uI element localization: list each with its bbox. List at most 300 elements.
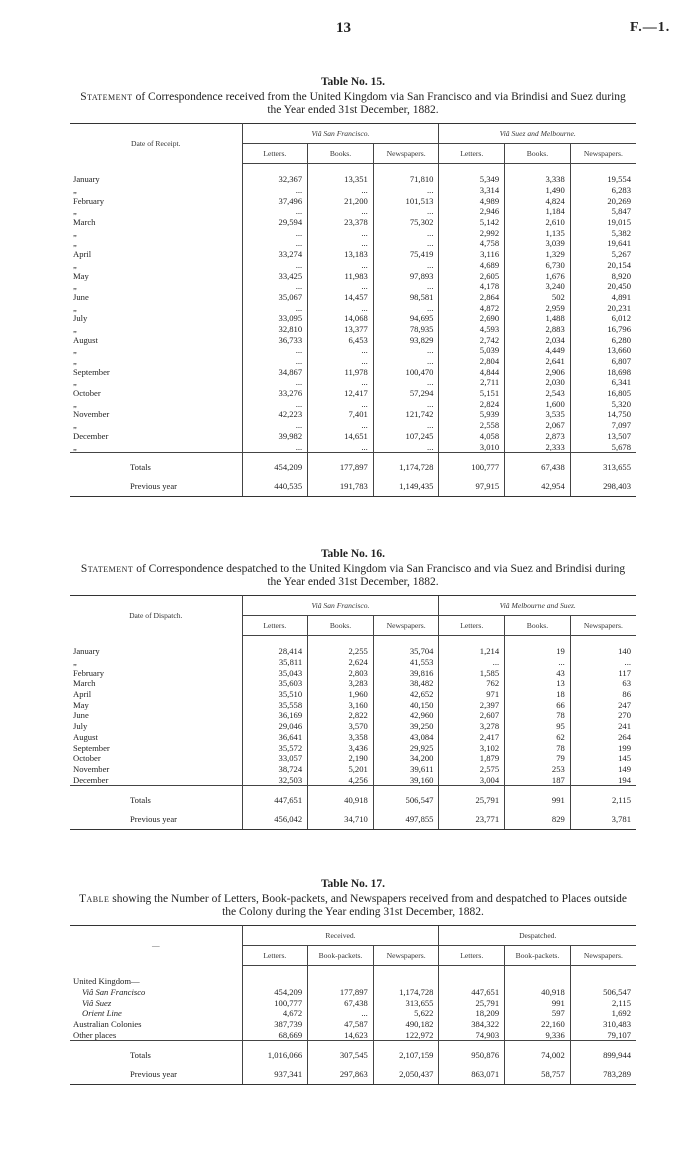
table-cell: 4,058 xyxy=(439,431,505,442)
table-cell: ... xyxy=(373,302,439,313)
table-cell: 2,397 xyxy=(439,699,505,710)
table-row xyxy=(70,742,636,753)
table-cell: 6,453 xyxy=(308,334,374,345)
table-cell: ... xyxy=(242,185,308,196)
group-header: Viâ Melbourne and Suez. xyxy=(439,596,636,616)
table-cell xyxy=(308,966,374,987)
table-cell: 1,135 xyxy=(505,227,571,238)
table-cell: 3,314 xyxy=(439,185,505,196)
table-cell: 3,535 xyxy=(505,409,571,420)
table-cell: 2,959 xyxy=(505,302,571,313)
table-cell: 62 xyxy=(505,732,571,743)
row-label xyxy=(70,678,242,689)
row-label xyxy=(70,195,242,206)
table-cell: ... xyxy=(308,302,374,313)
table-row xyxy=(70,260,636,271)
table-cell: 3,102 xyxy=(439,742,505,753)
row-label xyxy=(70,774,242,785)
table-cell: 2,417 xyxy=(439,732,505,743)
table-cell: ... xyxy=(308,227,374,238)
row-label xyxy=(70,206,242,217)
row-label-text: Previous year xyxy=(130,814,180,824)
table-cell: 991 xyxy=(505,785,571,809)
table-cell: 1,329 xyxy=(505,249,571,260)
row-label-text: September xyxy=(73,367,113,377)
table-cell: 506,547 xyxy=(373,785,439,809)
row-label-text: July xyxy=(73,721,90,731)
table-number: Table No. 17. xyxy=(320,878,386,890)
label-header: Date of Receipt. xyxy=(70,124,242,164)
table-cell: 33,276 xyxy=(242,388,308,399)
table-cell: ... xyxy=(570,657,636,668)
table-cell: 5,847 xyxy=(570,206,636,217)
table-row xyxy=(70,678,636,689)
table-row xyxy=(70,281,636,292)
table-cell: 97,915 xyxy=(439,476,505,497)
table-cell: 68,669 xyxy=(242,1029,308,1040)
table-cell: 241 xyxy=(570,721,636,732)
table-cell: 2,992 xyxy=(439,227,505,238)
table-cell: 107,245 xyxy=(373,431,439,442)
table-cell: 13,351 xyxy=(308,164,374,185)
table-cell xyxy=(242,966,308,987)
table-cell: 2,067 xyxy=(505,420,571,431)
table-cell: 39,982 xyxy=(242,431,308,442)
table-cell: 21,200 xyxy=(308,195,374,206)
table-cell: 6,280 xyxy=(570,334,636,345)
caption-lead: Table xyxy=(78,893,110,905)
table-cell: 991 xyxy=(505,997,571,1008)
table-cell: ... xyxy=(308,206,374,217)
table-cell: ... xyxy=(308,185,374,196)
row-label-text: „ xyxy=(73,420,80,430)
table-15-section xyxy=(70,76,636,497)
table-cell: 3,240 xyxy=(505,281,571,292)
row-label xyxy=(70,249,242,260)
table-row xyxy=(70,636,636,657)
table-cell: 2,742 xyxy=(439,334,505,345)
table-cell: ... xyxy=(308,1008,374,1019)
table-cell: 19 xyxy=(505,636,571,657)
row-label-text: June xyxy=(73,292,92,302)
table-body xyxy=(70,164,636,497)
table-cell: 440,535 xyxy=(242,476,308,497)
table-caption xyxy=(70,91,636,117)
table-cell: 34,710 xyxy=(308,809,374,830)
table-cell: 1,585 xyxy=(439,667,505,678)
table-cell: 2,711 xyxy=(439,377,505,388)
caption-lead: Statement xyxy=(80,563,134,575)
table-cell: 2,107,159 xyxy=(373,1041,439,1065)
row-label xyxy=(70,1064,242,1085)
table-cell: 3,283 xyxy=(308,678,374,689)
table-cell: 863,071 xyxy=(439,1064,505,1085)
table-cell: 40,150 xyxy=(373,699,439,710)
table-cell: 3,160 xyxy=(308,699,374,710)
table-cell: 2,824 xyxy=(439,398,505,409)
table-cell: 3,338 xyxy=(505,164,571,185)
table-cell: 5,201 xyxy=(308,764,374,775)
table-cell: 2,034 xyxy=(505,334,571,345)
table-cell: 1,600 xyxy=(505,398,571,409)
table-cell: 100,777 xyxy=(439,452,505,476)
row-label xyxy=(70,398,242,409)
table-cell: 307,545 xyxy=(308,1041,374,1065)
row-label-text: „ xyxy=(73,345,80,355)
table-cell: 2,690 xyxy=(439,313,505,324)
table-body xyxy=(70,636,636,830)
row-label-text: „ xyxy=(73,377,80,387)
table-cell: 4,758 xyxy=(439,238,505,249)
table-cell: 1,488 xyxy=(505,313,571,324)
row-label xyxy=(70,689,242,700)
row-label-text: „ xyxy=(73,281,80,291)
table-cell: 270 xyxy=(570,710,636,721)
table-cell: 247 xyxy=(570,699,636,710)
table-cell: 194 xyxy=(570,774,636,785)
table-cell: 18,698 xyxy=(570,366,636,377)
row-label xyxy=(70,431,242,442)
table-cell: 35,067 xyxy=(242,292,308,303)
row-label xyxy=(70,667,242,678)
table-cell: 5,267 xyxy=(570,249,636,260)
table-16-section xyxy=(70,548,636,830)
row-label xyxy=(70,732,242,743)
row-label xyxy=(70,657,242,668)
table-cell: 2,883 xyxy=(505,324,571,335)
table-cell: 597 xyxy=(505,1008,571,1019)
table-cell: 39,816 xyxy=(373,667,439,678)
table-cell: 122,972 xyxy=(373,1029,439,1040)
table-cell: 937,341 xyxy=(242,1064,308,1085)
table-cell: 187 xyxy=(505,774,571,785)
row-label xyxy=(70,388,242,399)
row-label-text: „ xyxy=(73,206,80,216)
row-label xyxy=(70,966,242,987)
row-label xyxy=(70,270,242,281)
table-cell: 43,084 xyxy=(373,732,439,743)
table-cell: ... xyxy=(308,356,374,367)
table-cell: 43 xyxy=(505,667,571,678)
table-cell: 5,622 xyxy=(373,1008,439,1019)
table-cell: 25,791 xyxy=(439,997,505,1008)
totals-row xyxy=(70,452,636,476)
table-cell: 4,824 xyxy=(505,195,571,206)
table-cell: 2,803 xyxy=(308,667,374,678)
table-cell: 35,043 xyxy=(242,667,308,678)
table-cell: 32,503 xyxy=(242,774,308,785)
table-cell: 1,184 xyxy=(505,206,571,217)
column-header: Newspapers. xyxy=(570,616,636,636)
table-cell: 39,160 xyxy=(373,774,439,785)
table-cell: ... xyxy=(308,398,374,409)
table-cell: 2,873 xyxy=(505,431,571,442)
table-cell: 14,068 xyxy=(308,313,374,324)
row-label-text: „ xyxy=(73,260,80,270)
table-caption xyxy=(70,563,636,589)
table-cell: ... xyxy=(242,260,308,271)
table-cell: 3,436 xyxy=(308,742,374,753)
table-cell: 93,829 xyxy=(373,334,439,345)
table-cell: 5,939 xyxy=(439,409,505,420)
table-cell: 502 xyxy=(505,292,571,303)
row-label xyxy=(70,409,242,420)
table-cell: 298,403 xyxy=(570,476,636,497)
table-cell: 42,960 xyxy=(373,710,439,721)
row-label-text: March xyxy=(73,217,98,227)
table-cell: 33,057 xyxy=(242,753,308,764)
table-cell: ... xyxy=(373,206,439,217)
table-cell: ... xyxy=(373,420,439,431)
row-label xyxy=(70,345,242,356)
table-cell: 11,983 xyxy=(308,270,374,281)
table-cell: 28,414 xyxy=(242,636,308,657)
table-cell: ... xyxy=(439,657,505,668)
table-body xyxy=(70,966,636,1085)
table-cell: 86 xyxy=(570,689,636,700)
table-row xyxy=(70,1008,636,1019)
table-cell: 5,039 xyxy=(439,345,505,356)
table-row xyxy=(70,238,636,249)
table-cell: ... xyxy=(242,377,308,388)
table-cell: 36,641 xyxy=(242,732,308,743)
column-header: Books. xyxy=(308,616,374,636)
table-cell: 506,547 xyxy=(570,987,636,998)
table-cell: 490,182 xyxy=(373,1019,439,1030)
table-cell: ... xyxy=(308,238,374,249)
table-cell: 149 xyxy=(570,764,636,775)
table-cell: 783,289 xyxy=(570,1064,636,1085)
table-cell: 23,771 xyxy=(439,809,505,830)
table-cell: 1,016,066 xyxy=(242,1041,308,1065)
table-row xyxy=(70,270,636,281)
table-cell: 2,558 xyxy=(439,420,505,431)
row-label xyxy=(70,987,242,998)
table-cell: 25,791 xyxy=(439,785,505,809)
table-row xyxy=(70,292,636,303)
column-header: Books. xyxy=(308,144,374,164)
table-cell: 1,879 xyxy=(439,753,505,764)
table-cell: 3,004 xyxy=(439,774,505,785)
table-cell: 5,151 xyxy=(439,388,505,399)
table-cell: 42,652 xyxy=(373,689,439,700)
table-row xyxy=(70,710,636,721)
table-row xyxy=(70,227,636,238)
table-row xyxy=(70,1029,636,1040)
row-label xyxy=(70,721,242,732)
table-cell: 20,269 xyxy=(570,195,636,206)
table-cell: 313,655 xyxy=(570,452,636,476)
row-label-text: „ xyxy=(73,185,80,195)
row-label-text: April xyxy=(73,249,94,259)
table-cell: 456,042 xyxy=(242,809,308,830)
table-cell xyxy=(570,966,636,987)
row-label-text: Totals xyxy=(130,1050,154,1060)
table-cell: 7,401 xyxy=(308,409,374,420)
row-label-text: January xyxy=(73,646,103,656)
table-row xyxy=(70,377,636,388)
page-number: 13 xyxy=(336,20,351,36)
row-label-text: United Kingdom— xyxy=(73,976,143,986)
table-cell: 310,483 xyxy=(570,1019,636,1030)
row-label xyxy=(70,164,242,185)
row-label-text: Other places xyxy=(73,1030,119,1040)
table-cell: 41,553 xyxy=(373,657,439,668)
table-row xyxy=(70,753,636,764)
column-header: Newspapers. xyxy=(570,144,636,164)
table-cell: ... xyxy=(373,185,439,196)
totals-row xyxy=(70,1041,636,1065)
table-cell: 23,378 xyxy=(308,217,374,228)
table-row xyxy=(70,217,636,228)
row-label-text: „ xyxy=(73,356,80,366)
table-cell: 3,781 xyxy=(570,809,636,830)
table-cell: 1,214 xyxy=(439,636,505,657)
row-label-text: „ xyxy=(73,238,80,248)
table-cell: 35,811 xyxy=(242,657,308,668)
table-cell: ... xyxy=(373,345,439,356)
row-label-text: August xyxy=(73,732,101,742)
group-header: Received. xyxy=(242,926,439,946)
column-header: Letters. xyxy=(439,946,505,966)
row-label-text: „ xyxy=(73,228,80,238)
totals-row xyxy=(70,785,636,809)
table-cell: ... xyxy=(373,356,439,367)
table-cell: 454,209 xyxy=(242,987,308,998)
table-cell: 5,349 xyxy=(439,164,505,185)
table-cell: 79,107 xyxy=(570,1029,636,1040)
table-cell: 18 xyxy=(505,689,571,700)
row-label-text: November xyxy=(73,764,112,774)
row-label-text: May xyxy=(73,700,92,710)
table-cell: 42,223 xyxy=(242,409,308,420)
row-label-text: June xyxy=(73,710,92,720)
table-cell: ... xyxy=(242,441,308,452)
table-cell: ... xyxy=(242,206,308,217)
table-cell: 19,554 xyxy=(570,164,636,185)
table-cell: 6,341 xyxy=(570,377,636,388)
table-cell: 121,742 xyxy=(373,409,439,420)
table-cell: 13,507 xyxy=(570,431,636,442)
row-label xyxy=(70,260,242,271)
table-cell: ... xyxy=(308,345,374,356)
table-cell: 1,490 xyxy=(505,185,571,196)
table-row xyxy=(70,398,636,409)
table-cell: 13,183 xyxy=(308,249,374,260)
row-label-text: October xyxy=(73,388,104,398)
table-cell: ... xyxy=(242,345,308,356)
table-cell: 199 xyxy=(570,742,636,753)
table-cell: 74,903 xyxy=(439,1029,505,1040)
column-header: Book-packets. xyxy=(308,946,374,966)
previous-year-row xyxy=(70,476,636,497)
table-cell: 447,651 xyxy=(439,987,505,998)
row-label-text: „ xyxy=(73,442,80,452)
table-cell: 7,097 xyxy=(570,420,636,431)
table-cell: 2,610 xyxy=(505,217,571,228)
column-header: Book-packets. xyxy=(505,946,571,966)
table-cell: 32,367 xyxy=(242,164,308,185)
table-cell: 97,893 xyxy=(373,270,439,281)
table-row xyxy=(70,334,636,345)
previous-year-row xyxy=(70,1064,636,1085)
table-cell: 6,807 xyxy=(570,356,636,367)
table-cell: 36,169 xyxy=(242,710,308,721)
caption-text: of Correspondence received from the United Kingdom via San Francisco and via Brindisi and Suez during the Year ended 31st December, 1882. xyxy=(132,91,626,116)
table-cell: 13 xyxy=(505,678,571,689)
row-label xyxy=(70,636,242,657)
table-cell: 829 xyxy=(505,809,571,830)
row-label-text: „ xyxy=(73,399,80,409)
table-cell: 4,844 xyxy=(439,366,505,377)
row-label xyxy=(70,292,242,303)
table-cell: ... xyxy=(308,441,374,452)
table-cell: 19,015 xyxy=(570,217,636,228)
table-cell: ... xyxy=(242,398,308,409)
table-cell: 971 xyxy=(439,689,505,700)
table-cell: 145 xyxy=(570,753,636,764)
row-label-text: Previous year xyxy=(130,1069,180,1079)
caption-lead: Statement xyxy=(80,91,133,103)
row-label xyxy=(70,710,242,721)
table-cell: 2,115 xyxy=(570,997,636,1008)
row-label xyxy=(70,185,242,196)
table-cell: 899,944 xyxy=(570,1041,636,1065)
table-cell: ... xyxy=(242,356,308,367)
table-cell: 762 xyxy=(439,678,505,689)
table-cell: ... xyxy=(308,260,374,271)
table-cell: 4,178 xyxy=(439,281,505,292)
table-cell: 36,733 xyxy=(242,334,308,345)
table-cell: 1,676 xyxy=(505,270,571,281)
page-header xyxy=(0,14,700,44)
row-label-text: Viâ San Francisco xyxy=(82,987,148,997)
row-label xyxy=(70,217,242,228)
table-cell: 2,906 xyxy=(505,366,571,377)
row-label xyxy=(70,753,242,764)
group-header: Despatched. xyxy=(439,926,636,946)
table-cell: 3,278 xyxy=(439,721,505,732)
table-cell: 2,575 xyxy=(439,764,505,775)
table-cell: 29,046 xyxy=(242,721,308,732)
table-cell: 6,012 xyxy=(570,313,636,324)
row-label xyxy=(70,1029,242,1040)
label-header: — xyxy=(70,926,242,966)
table-row xyxy=(70,774,636,785)
table-cell: 2,190 xyxy=(308,753,374,764)
table-cell: 20,154 xyxy=(570,260,636,271)
table-cell: 2,641 xyxy=(505,356,571,367)
previous-year-row xyxy=(70,809,636,830)
table-cell: 34,867 xyxy=(242,366,308,377)
table-row xyxy=(70,366,636,377)
table-cell: 22,160 xyxy=(505,1019,571,1030)
table-cell: 4,593 xyxy=(439,324,505,335)
table-cell: 3,358 xyxy=(308,732,374,743)
row-label-text: December xyxy=(73,431,111,441)
table-cell: 57,294 xyxy=(373,388,439,399)
table-cell: 6,730 xyxy=(505,260,571,271)
table-cell: 2,607 xyxy=(439,710,505,721)
row-label xyxy=(70,334,242,345)
table-cell: 1,174,728 xyxy=(373,452,439,476)
table-17-section xyxy=(70,878,636,1085)
column-header: Books. xyxy=(505,616,571,636)
table-cell: 4,989 xyxy=(439,195,505,206)
row-label-text: January xyxy=(73,174,103,184)
column-header: Newspapers. xyxy=(373,616,439,636)
table-cell: 29,925 xyxy=(373,742,439,753)
